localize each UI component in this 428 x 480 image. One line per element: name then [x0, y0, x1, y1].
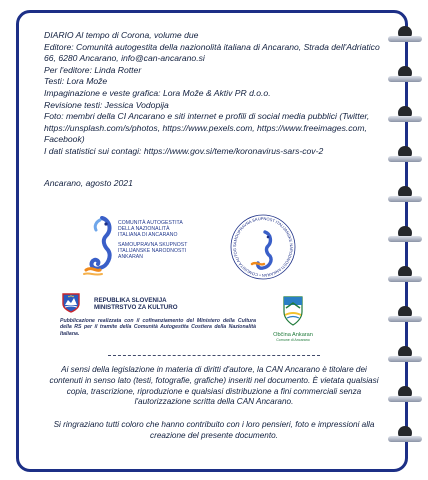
can-logo-line: ITALIANA DI ANCARANO — [118, 232, 178, 239]
ankaran-name: Občina Ankaran — [273, 332, 313, 338]
can-logo-line: SAMOUPRAVNA SKUPNOST — [118, 241, 188, 248]
credits-block — [44, 30, 389, 158]
can-logo-line: ITALIJANSKE NARODNOSTI — [118, 247, 187, 254]
binding-ring — [388, 76, 422, 82]
binding-ring — [388, 36, 422, 42]
slovenia-coat-of-arms-icon — [60, 292, 82, 314]
can-ancarano-logo — [80, 212, 208, 282]
binding-ring — [388, 156, 422, 162]
obcina-ankaran-logo — [262, 296, 352, 346]
acknowledgement-text: Si ringraziano tutti coloro che hanno contribuito con i loro pensieri, foto e impressioni alla creazione del presente documento. — [53, 420, 375, 440]
seahorse-icon — [80, 212, 120, 282]
place-date: Ancarano, agosto 2021 — [44, 178, 133, 188]
seal-icon — [228, 212, 298, 282]
binding-ring — [388, 396, 422, 402]
credit-revision: Revisione testi: Jessica Vodopija — [44, 99, 169, 110]
can-logo-line: COMUNITÀ AUTOGESTITA — [118, 220, 183, 226]
ministry-line: REPUBLIKA SLOVENIJA — [94, 297, 167, 304]
ministry-line: MINISTRSTVO ZA KULTURO — [94, 304, 178, 312]
credit-photos: Foto: membri della CI Ancarano e siti internet e profili di social media pubblici (Twitter, https://unsplash.com/s/photos, https://www.pexels.com, https://www.freeimages.com, Facebook) — [44, 111, 370, 145]
ministry-cofinancing-note: Pubblicazione realizzata con il cofinanziamento del Ministero della Cultura della RS per il tramite della Comunità Autogestita Costiera della Nazionalità Italiana. — [60, 318, 256, 337]
spiral-binding — [398, 0, 428, 480]
ankaran-crest-icon — [262, 296, 324, 330]
copyright-notice: Ai sensi della legislazione in materia di diritti d'autore, la CAN Ancarano è titolare dei contenuti in senso lato (testi, fotografie, grafiche) inseriti nel documento. È vietata qualsiasi copia, trascrizione, riproduzione e qualsiasi distribuzione a fini commerciali senza l'autorizzazione scritta della CAN Ancarano. — [49, 365, 379, 407]
can-logo-line: ANKARAN — [118, 254, 143, 261]
credit-title: DIARIO Al tempo di Corona, volume due — [44, 30, 199, 40]
can-ancarano-seal — [228, 212, 298, 282]
can-logo-text — [118, 220, 213, 260]
binding-ring — [388, 316, 422, 322]
binding-ring — [388, 276, 422, 282]
binding-ring — [388, 196, 422, 202]
binding-ring — [388, 116, 422, 122]
credit-statistics: I dati statistici sui contagi: https://www.gov.si/teme/koronavirus-sars-cov-2 — [44, 145, 324, 156]
binding-ring — [388, 436, 422, 442]
divider-line — [108, 355, 320, 356]
credit-publisher: Editore: Comunità autogestita della nazionolità italiana di Ancarano, Strada dell'Adriatico 66, 6280 Ancarano, info@can-ancarano.si — [44, 41, 380, 64]
binding-ring — [388, 356, 422, 362]
ankaran-subtitle: Comune di Ancarano — [276, 338, 310, 342]
ministry-name — [94, 297, 178, 311]
svg-text:SAMOUPRAVNA SKUPNOST ITALIJANS: SAMOUPRAVNA SKUPNOST ITALIJANSKE NARODNOSTI ANKARAN • COMUNITÀ AUTOG — [231, 215, 295, 279]
credit-texts: Testi: Lora Može — [44, 76, 108, 87]
credit-layout: Impaginazione e veste grafica: Lora Može & Aktiv PR d.o.o. — [44, 87, 271, 98]
ministry-of-culture-logo — [60, 292, 290, 344]
can-logo-line: DELLA NAZIONALITÀ — [118, 226, 170, 233]
binding-ring — [388, 236, 422, 242]
credit-for-publisher: Per l'editore: Linda Rotter — [44, 64, 142, 75]
